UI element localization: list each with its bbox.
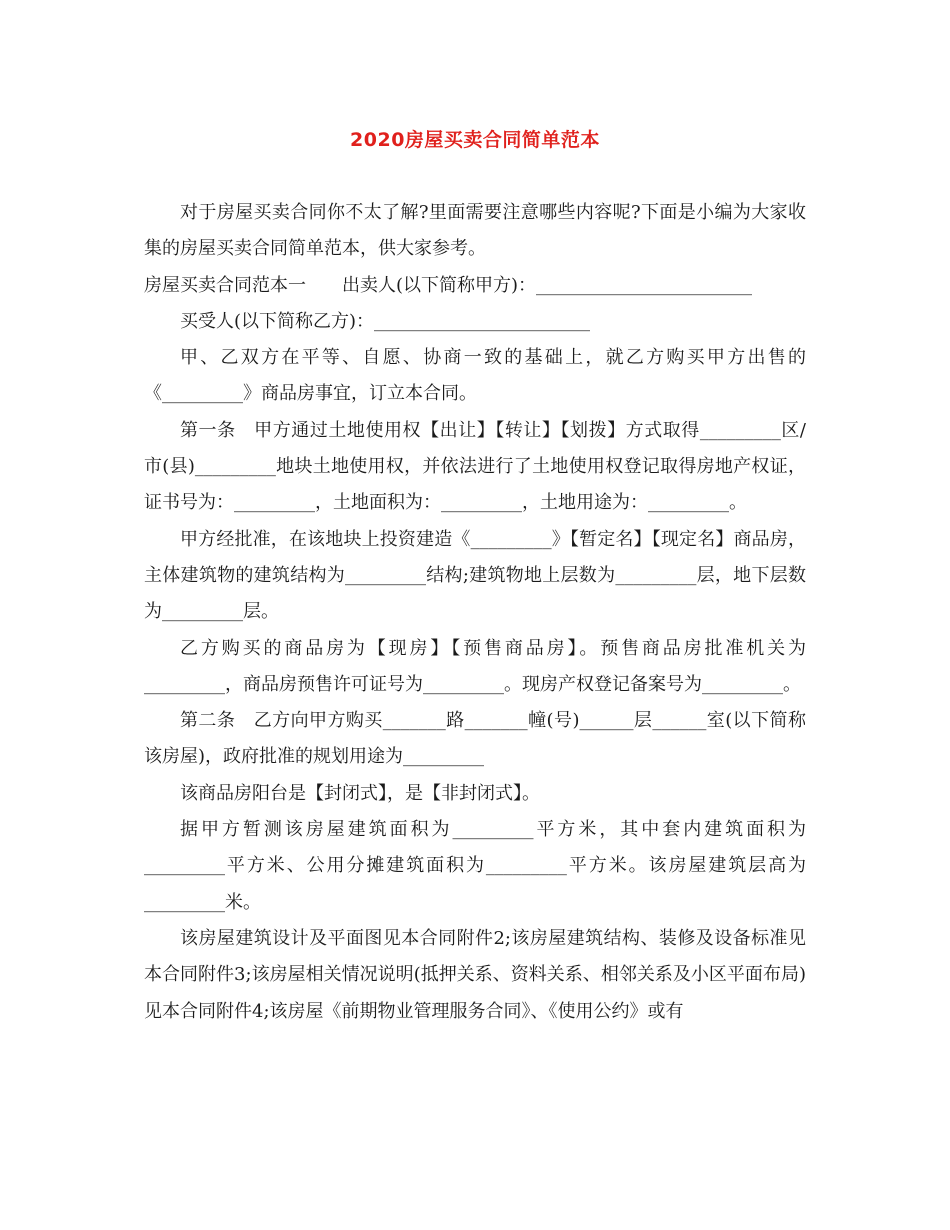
paragraph-article-1: 第一条 甲方通过土地使用权【出让】【转让】【划拨】方式取得_________区/市(县)_________地块土地使用权，并依法进行了土地使用权登记取得房地产权证，证书号为：_________，土地面积为：_________，土地用途为：_________。 <box>144 419 806 514</box>
paragraph-intro: 对于房屋买卖合同你不太了解?里面需要注意哪些内容呢?下面是小编为大家收集的房屋买卖合同简单范本，供大家参考。 <box>144 202 806 260</box>
paragraph-seller: 房屋买卖合同范本一 出卖人(以下简称甲方)：________________________ <box>144 274 753 296</box>
document-title: 2020房屋买卖合同简单范本 <box>350 129 600 151</box>
paragraph-buyer: 买受人(以下简称乙方)：________________________ <box>180 310 591 332</box>
document-body <box>144 195 806 1030</box>
paragraph-article-2: 第二条 乙方向甲方购买_______路_______幢(号)______层______室(以下简称该房屋)，政府批准的规划用途为_________ <box>144 710 806 768</box>
paragraph-presale: 乙方购买的商品房为【现房】【预售商品房】。预售商品房批准机关为_________，商品房预售许可证号为_________。现房产权登记备案号为_________。 <box>144 637 806 695</box>
paragraph-balcony: 该商品房阳台是【封闭式】，是【非封闭式】。 <box>180 782 540 804</box>
paragraph-area: 据甲方暂测该房屋建筑面积为_________平方米，其中套内建筑面积为_________平方米、公用分摊建筑面积为_________平方米。该房屋建筑层高为_________米。 <box>144 819 806 913</box>
paragraph-annex: 该房屋建筑设计及平面图见本合同附件2;该房屋建筑结构、装修及设备标准见本合同附件3;该房屋相关情况说明(抵押关系、资料关系、相邻关系及小区平面布局)见本合同附件4;该房屋《前期物业管理服务合同》、《使用公约》或有 <box>144 927 806 1022</box>
paragraph-construction: 甲方经批准，在该地块上投资建造《_________》【暂定名】【现定名】商品房，主体建筑物的建筑结构为_________结构;建筑物地上层数为_________层，地下层数为_________层。 <box>144 528 806 623</box>
paragraph-preamble: 甲、乙双方在平等、自愿、协商一致的基础上，就乙方购买甲方出售的《_________》商品房事宜，订立本合同。 <box>144 347 806 405</box>
